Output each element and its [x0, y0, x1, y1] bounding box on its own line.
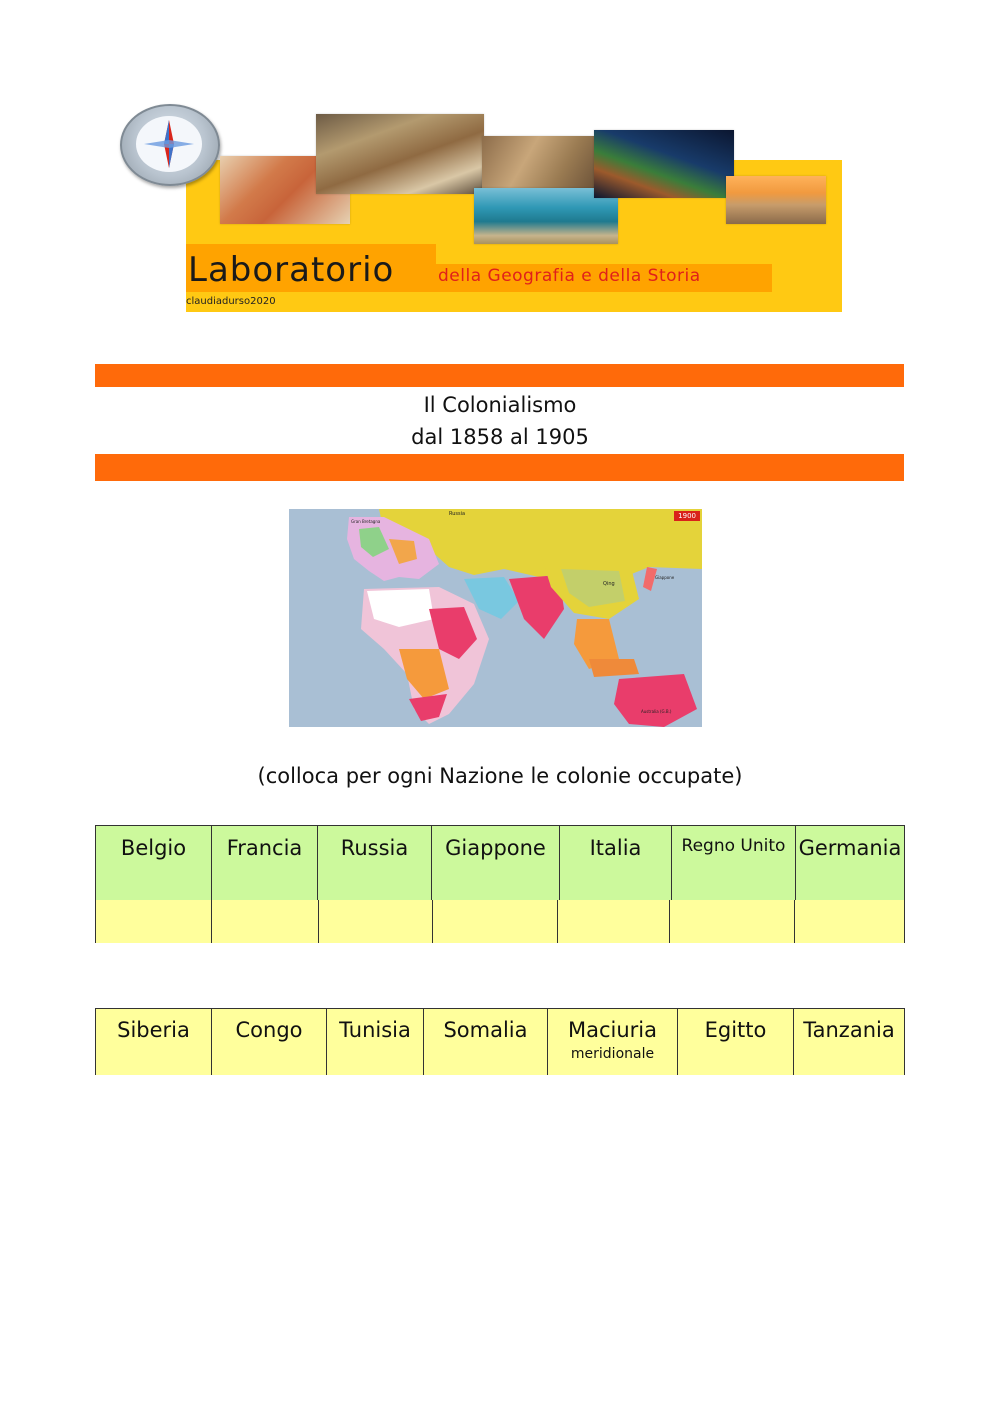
colony-label: Tunisia: [339, 1018, 411, 1042]
banner-author: claudiadurso2020: [186, 296, 276, 307]
map-label-gran-bretagna: Gran Bretagna: [351, 519, 381, 524]
map-label-australia: Australia (G.B.): [641, 709, 672, 714]
orange-divider-top: [95, 364, 904, 387]
nation-cell-belgio: Belgio: [95, 826, 211, 901]
nation-cell-russia: Russia: [317, 826, 431, 901]
drop-zone-regno-unito[interactable]: [669, 900, 794, 943]
colony-item-tanzania[interactable]: [793, 1009, 905, 1075]
drop-zone-germania[interactable]: [794, 900, 905, 943]
drop-zone-belgio[interactable]: [95, 900, 211, 943]
colony-sublabel: meridionale: [570, 1046, 655, 1062]
header-banner: [120, 100, 842, 314]
italy-satellite-photo: [594, 130, 734, 198]
nation-cell-francia: Francia: [211, 826, 317, 901]
nation-cell-germania: Germania: [795, 826, 905, 901]
page-title: Il Colonialismo: [423, 393, 577, 417]
page-subtitle: dal 1858 al 1905: [411, 425, 589, 449]
colony-item-tunisia[interactable]: [326, 1009, 423, 1075]
banner-title: Laboratorio: [188, 250, 395, 290]
instruction-text: (colloca per ogni Nazione le colonie occupate): [257, 764, 743, 788]
colony-label: Maciuria: [567, 1018, 657, 1042]
colony-label: Egitto: [704, 1018, 767, 1042]
colony-label: Siberia: [117, 1018, 190, 1042]
map-label-giappone: Giappone: [655, 575, 675, 580]
nation-cell-italia: Italia: [559, 826, 671, 901]
colony-item-egitto[interactable]: [677, 1009, 793, 1075]
historical-painting-photo: [316, 114, 484, 194]
map-label-russia: Russia: [449, 511, 466, 517]
map-label-cina: Qing: [603, 581, 615, 587]
drop-zone-giappone[interactable]: [432, 900, 557, 943]
nation-cell-regno-unito: Regno Unito: [671, 826, 795, 901]
colony-item-siberia[interactable]: [95, 1009, 211, 1075]
colony-label: Congo: [235, 1018, 303, 1042]
colony-item-manciuria[interactable]: [547, 1009, 677, 1075]
drop-zone-russia[interactable]: [318, 900, 432, 943]
map-year-badge: 1900: [674, 511, 700, 521]
drop-zone-italia[interactable]: [557, 900, 669, 943]
colonial-world-map: [289, 509, 702, 727]
nations-row: [95, 825, 905, 902]
compass-icon: [120, 104, 220, 186]
colony-item-congo[interactable]: [211, 1009, 326, 1075]
antique-compass-photo: [482, 136, 594, 190]
colosseum-photo: [726, 176, 826, 224]
colonies-row: [95, 1008, 905, 1075]
drop-zone-francia[interactable]: [211, 900, 318, 943]
orange-divider-bottom: [95, 454, 904, 481]
colony-label: Somalia: [443, 1018, 528, 1042]
colony-item-somalia[interactable]: [423, 1009, 547, 1075]
colony-label: Tanzania: [803, 1018, 895, 1042]
banner-subtitle: della Geografia e della Storia: [438, 266, 701, 286]
drop-zone-row: [95, 900, 905, 943]
nation-cell-giappone: Giappone: [431, 826, 559, 901]
